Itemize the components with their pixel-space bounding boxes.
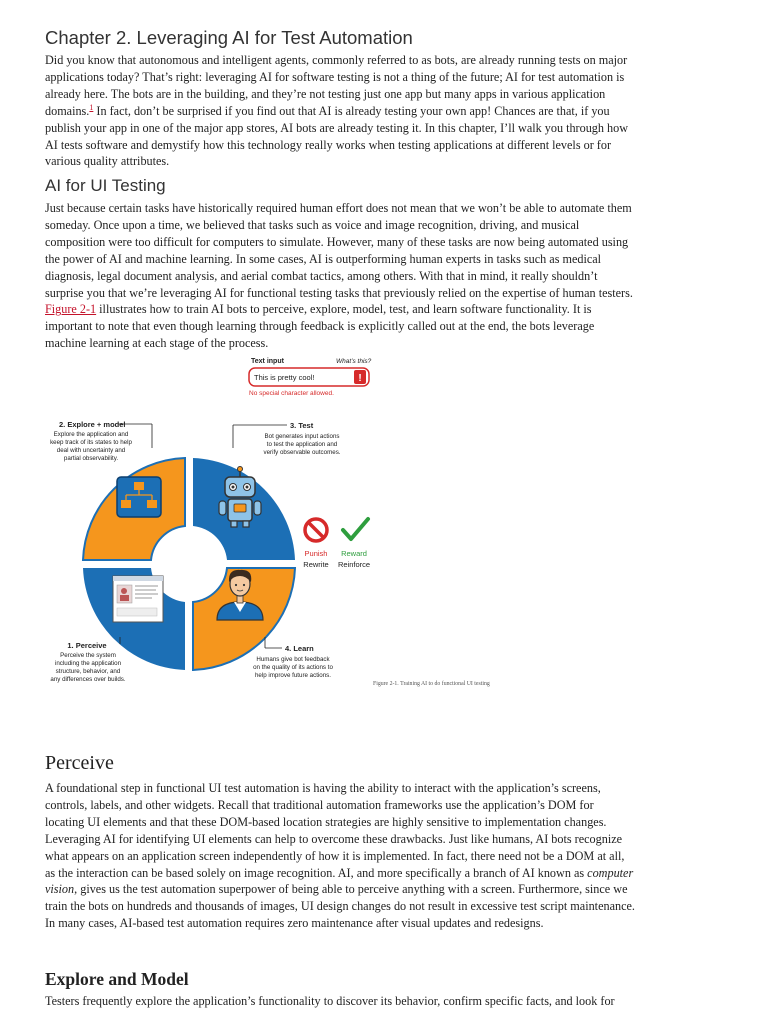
intro-text-1: Did you know that autonomous and intelligent agents, commonly referred to as bots, are already running tests on major applications today? That’s right: leveraging AI for software testing is not a thing of the future; AI for test automation is already here. The bots are in the building, and they’re not testing just one app but many apps in various application domains. [45, 53, 628, 118]
step1-title: 1. Perceive [67, 641, 107, 650]
step2-title: 2. Explore + model [59, 420, 126, 429]
chapter-title: Chapter 2. Leveraging AI for Test Automation [45, 27, 413, 48]
figure-2-1 [0, 350, 768, 695]
ui-testing-text-1: Just because certain tasks have historically required human effort does not mean that we won’t be able to automate them someday. Once upon a time, we believed that tasks such as voice and image recognition, driving, and musical composition were too difficult for computers to simulate. However, many of these tasks are now being automated using the power of AI and machine learning. In some cases, AI is outperforming human experts in tasks such as medical diagnosis, legal document analysis, and aerial combat tactics, among others. With that in mind, it really shouldn’t surprise you that we’re leveraging AI for functional testing tasks that previously relied on the expertise of human testers. [45, 201, 633, 300]
step1-desc-3: any differences over builds. [50, 676, 126, 683]
section-heading-ui-testing: AI for UI Testing [45, 176, 166, 195]
step2-desc-0: Explore the application and [53, 431, 129, 438]
figure-2-1-link[interactable]: Figure 2-1 [45, 302, 97, 317]
intro-text-2: In fact, don’t be surprised if you find out that AI is already testing your own app! Chances are that, if you publish your app in one of the major app stores, AI bots are already testing it. In this chapter, I’ll walk you through how AI tests software and demystify how this technology really works when testing applications at different levels or for various quality attributes. [45, 103, 629, 169]
computer-vision-term: computer vision [45, 865, 634, 897]
step4-desc-2: help improve future actions. [254, 672, 332, 679]
app-window-icon [113, 576, 163, 622]
footnote-link[interactable]: 1 [89, 102, 94, 112]
section-heading-perceive: Perceive [45, 752, 114, 774]
section-heading-explore-model: Explore and Model [45, 969, 189, 989]
text-input-value: This is pretty cool! [254, 373, 315, 382]
svg-text:!: ! [358, 373, 362, 384]
explore-paragraph: Testers frequently explore the application’s functionality to discover its behavior, confirm specific facts, and look for [45, 994, 615, 1008]
text-input-label: Text input [251, 358, 284, 365]
step3-desc-2: verify observable outcomes. [263, 449, 341, 456]
state-model-icon [117, 477, 161, 517]
rewrite-label: Rewrite [303, 560, 329, 569]
step4-desc-0: Humans give bot feedback [256, 656, 330, 663]
step1-desc-0: Perceive the system [60, 652, 116, 659]
ui-testing-paragraph [45, 200, 635, 352]
whats-this-link: What’s this? [336, 358, 372, 365]
reward-label: Reward [341, 549, 367, 558]
step2-desc-3: partial observability. [63, 455, 119, 462]
step3-title: 3. Test [290, 421, 314, 430]
punish-icon [305, 519, 327, 541]
reward-check-icon [343, 519, 368, 539]
step3-desc-0: Bot generates input actions [264, 433, 340, 440]
step1-desc-1: including the application [54, 660, 122, 667]
step4-desc-1: on the quality of its actions to [253, 664, 333, 671]
error-message: No special character allowed. [249, 390, 334, 397]
perceive-text-2: , gives us the test automation superpower of being able to perceive anything with a screen. Furthermore, since we train the bots on hundreds and thousands of images, UI design changes do not result in excessive test script maintenance. In many cases, AI-based test automation requires zero maintenance after visual updates and redesigns. [45, 882, 635, 931]
chapter-intro-paragraph [45, 52, 635, 170]
punish-label: Punish [304, 549, 328, 558]
step1-desc-2: structure, behavior, and [55, 668, 121, 675]
step2-desc-1: keep track of its states to help [50, 439, 132, 446]
step4-title: 4. Learn [285, 644, 314, 653]
perceive-text-1: A foundational step in functional UI test automation is having the ability to interact with the application’s screens, controls, labels, and other widgets. Recall that traditional automation frameworks use the application’s DOM for locating UI elements and that these DOM-based location strategies are highly sensitive to implementation changes. Leveraging AI for identifying UI elements can help to overcome these drawbacks. Just like humans, AI bots recognize what appears on an application screen independently of how it is implemented. In fact, there need not be a DOM at all, as the interaction can be based solely on image recognition. AI, and more specifically a branch of AI known as [45, 781, 625, 880]
step2-desc-2: deal with uncertainty and [56, 447, 126, 454]
perceive-paragraph [45, 780, 635, 932]
reinforce-label: Reinforce [337, 560, 371, 569]
figure-caption: Figure 2-1. Training AI to do functional UI testing [373, 681, 490, 687]
step3-desc-1: to test the application and [266, 441, 338, 448]
ui-testing-text-2: illustrates how to train AI bots to perceive, explore, model, test, and learn software functionality. It is important to note that even though learning through feedback is explicitly called out at the end, the bots leverage machine learning at each stage of the process. [45, 302, 595, 351]
